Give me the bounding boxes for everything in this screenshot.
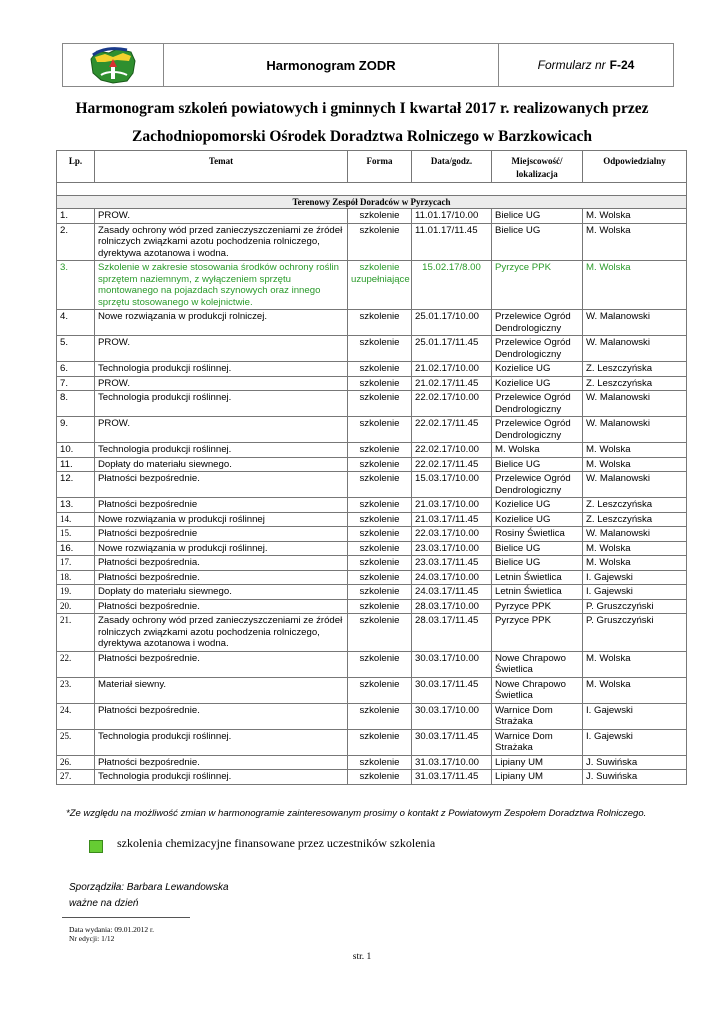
- row-responsible: W. Malanowski: [583, 527, 687, 542]
- row-topic: Technologia produkcji roślinnej.: [95, 443, 348, 458]
- prepared-by: Sporządziła: Barbara Lewandowska: [69, 882, 229, 893]
- row-responsible: M. Wolska: [583, 261, 687, 310]
- row-lp: 22.: [57, 651, 95, 677]
- row-responsible: W. Malanowski: [583, 417, 687, 443]
- row-form: szkolenie: [348, 585, 412, 600]
- row-lp: 16.: [57, 541, 95, 556]
- blank-row: [57, 183, 687, 196]
- row-date: 22.02.17/10.00: [412, 443, 492, 458]
- col-header-data: Data/godz.: [412, 151, 492, 183]
- form-number-cell: [499, 44, 673, 86]
- form-number: F-24: [609, 58, 635, 72]
- row-topic: Płatności bezpośrednie: [95, 527, 348, 542]
- row-location: Bielice UG: [492, 457, 583, 472]
- row-responsible: P. Gruszczyński: [583, 614, 687, 652]
- row-lp: 25.: [57, 729, 95, 755]
- row-location: Warnice Dom Strażaka: [492, 703, 583, 729]
- row-lp: 11.: [57, 457, 95, 472]
- row-responsible: M. Wolska: [583, 457, 687, 472]
- row-location: M. Wolska: [492, 443, 583, 458]
- row-location: Kozielice UG: [492, 498, 583, 513]
- prepared-by-block: [69, 880, 229, 912]
- row-lp: 20.: [57, 599, 95, 614]
- table-row: [57, 472, 687, 498]
- document-header: [62, 43, 674, 87]
- table-row: [57, 585, 687, 600]
- row-location: Letnin Świetlica: [492, 585, 583, 600]
- schedule-table: [56, 150, 687, 785]
- row-lp: 21.: [57, 614, 95, 652]
- row-location: Przelewice Ogród Dendrologiczny: [492, 417, 583, 443]
- row-lp: 2.: [57, 223, 95, 261]
- row-topic: Zasady ochrony wód przed zanieczyszczeniami ze źródeł rolniczych związkami azotu pochodzenia rolniczego, dyrektywa azotanowa i wodna.: [95, 223, 348, 261]
- row-lp: 17.: [57, 556, 95, 571]
- table-row: [57, 770, 687, 785]
- table-row: [57, 614, 687, 652]
- header-title: Harmonogram ZODR: [164, 44, 499, 86]
- row-topic: Płatności bezpośrednie.: [95, 570, 348, 585]
- row-responsible: W. Malanowski: [583, 391, 687, 417]
- row-form: szkolenie: [348, 651, 412, 677]
- row-topic: Płatności bezpośrednie.: [95, 755, 348, 770]
- row-date: 30.03.17/10.00: [412, 703, 492, 729]
- row-date: 21.03.17/10.00: [412, 498, 492, 513]
- table-row: [57, 729, 687, 755]
- row-form: szkolenie: [348, 527, 412, 542]
- table-row: [57, 261, 687, 310]
- document-meta: [69, 925, 154, 943]
- row-topic: Technologia produkcji roślinnej.: [95, 391, 348, 417]
- row-location: Bielice UG: [492, 223, 583, 261]
- row-lp: 23.: [57, 677, 95, 703]
- row-date: 24.03.17/11.45: [412, 585, 492, 600]
- row-lp: 24.: [57, 703, 95, 729]
- row-form: szkolenie: [348, 729, 412, 755]
- row-topic: PROW.: [95, 209, 348, 224]
- main-title-line2: Zachodniopomorski Ośrodek Doradztwa Rolniczego w Barzkowicach: [132, 128, 592, 145]
- table-row: [57, 336, 687, 362]
- issue-date: Data wydania: 09.01.2012 r.: [69, 925, 154, 934]
- row-form: szkolenie: [348, 391, 412, 417]
- row-lp: 3.: [57, 261, 95, 310]
- table-row: [57, 599, 687, 614]
- row-responsible: I. Gajewski: [583, 729, 687, 755]
- row-form: szkolenie: [348, 570, 412, 585]
- section-row: [57, 196, 687, 209]
- row-topic: Technologia produkcji roślinnej.: [95, 770, 348, 785]
- table-row: [57, 677, 687, 703]
- row-location: Pyrzyce PPK: [492, 599, 583, 614]
- row-topic: Szkolenie w zakresie stosowania środków ochrony roślin sprzętem naziemnym, z wyłączeniem sprzętu montowanego na pojazdach szynowych oraz innego sprzętu stosowanego w kolejnictwie.: [95, 261, 348, 310]
- row-date: 22.02.17/11.45: [412, 417, 492, 443]
- row-location: Kozielice UG: [492, 512, 583, 527]
- section-title: Terenowy Zespół Doradców w Pyrzycach: [57, 196, 687, 209]
- row-lp: 15.: [57, 527, 95, 542]
- row-responsible: M. Wolska: [583, 556, 687, 571]
- table-row: [57, 703, 687, 729]
- row-lp: 12.: [57, 472, 95, 498]
- row-date: 22.02.17/11.45: [412, 457, 492, 472]
- row-responsible: Z. Leszczyńska: [583, 362, 687, 377]
- row-form: szkolenie: [348, 614, 412, 652]
- row-form: szkolenie: [348, 755, 412, 770]
- table-row: [57, 651, 687, 677]
- row-date: 30.03.17/11.45: [412, 729, 492, 755]
- legend-swatch: [89, 840, 103, 853]
- row-date: 22.03.17/10.00: [412, 527, 492, 542]
- table-row: [57, 362, 687, 377]
- row-date: 15.03.17/10.00: [412, 472, 492, 498]
- row-lp: 13.: [57, 498, 95, 513]
- table-row: [57, 443, 687, 458]
- row-date: 22.02.17/10.00: [412, 391, 492, 417]
- table-row: [57, 755, 687, 770]
- row-topic: Płatności bezpośrednie.: [95, 472, 348, 498]
- row-date: 23.03.17/11.45: [412, 556, 492, 571]
- row-form: szkolenie: [348, 376, 412, 391]
- row-location: Lipiany UM: [492, 755, 583, 770]
- row-location: Warnice Dom Strażaka: [492, 729, 583, 755]
- row-lp: 4.: [57, 310, 95, 336]
- row-date: 30.03.17/11.45: [412, 677, 492, 703]
- row-topic: Płatności bezpośrednie.: [95, 599, 348, 614]
- row-responsible: J. Suwińska: [583, 755, 687, 770]
- row-form: szkolenie: [348, 223, 412, 261]
- table-row: [57, 223, 687, 261]
- row-lp: 26.: [57, 755, 95, 770]
- table-row: [57, 310, 687, 336]
- row-form: szkolenie: [348, 336, 412, 362]
- table-row: [57, 556, 687, 571]
- legend-text: szkolenia chemizacyjne finansowane przez uczestników szkolenia: [117, 836, 436, 850]
- row-form: szkolenie: [348, 556, 412, 571]
- row-location: Pyrzyce PPK: [492, 261, 583, 310]
- row-location: Kozielice UG: [492, 362, 583, 377]
- row-lp: 14.: [57, 512, 95, 527]
- row-location: Przelewice Ogród Dendrologiczny: [492, 472, 583, 498]
- table-row: [57, 498, 687, 513]
- main-title-line1: Harmonogram szkoleń powiatowych i gminnych I kwartał 2017 r. realizowanych przez: [75, 100, 649, 117]
- row-topic: PROW.: [95, 417, 348, 443]
- row-form: szkolenie: [348, 417, 412, 443]
- table-row: [57, 541, 687, 556]
- row-lp: 9.: [57, 417, 95, 443]
- row-responsible: W. Malanowski: [583, 336, 687, 362]
- table-row: [57, 391, 687, 417]
- row-responsible: P. Gruszczyński: [583, 599, 687, 614]
- row-topic: Technologia produkcji roślinnej.: [95, 362, 348, 377]
- row-date: 28.03.17/11.45: [412, 614, 492, 652]
- row-form: szkolenie: [348, 677, 412, 703]
- row-form: szkolenie: [348, 472, 412, 498]
- row-lp: 1.: [57, 209, 95, 224]
- row-form: szkolenie: [348, 703, 412, 729]
- col-header-lp: Lp.: [57, 151, 95, 183]
- row-location: Nowe Chrapowo Świetlica: [492, 677, 583, 703]
- row-lp: 10.: [57, 443, 95, 458]
- row-topic: Płatności bezpośrednia.: [95, 556, 348, 571]
- table-row: [57, 376, 687, 391]
- row-form: szkolenie: [348, 457, 412, 472]
- table-row: [57, 417, 687, 443]
- col-header-miejsce: Miejscowość/ lokalizacja: [492, 151, 583, 183]
- row-responsible: M. Wolska: [583, 209, 687, 224]
- row-location: Przelewice Ogród Dendrologiczny: [492, 310, 583, 336]
- row-lp: 7.: [57, 376, 95, 391]
- row-location: Nowe Chrapowo Świetlica: [492, 651, 583, 677]
- row-location: Przelewice Ogród Dendrologiczny: [492, 336, 583, 362]
- row-form: szkolenie: [348, 443, 412, 458]
- page-number: str. 1: [352, 952, 372, 962]
- edition: Nr edycji: 1/12: [69, 934, 115, 943]
- row-location: Kozielice UG: [492, 376, 583, 391]
- row-responsible: I. Gajewski: [583, 703, 687, 729]
- row-location: Przelewice Ogród Dendrologiczny: [492, 391, 583, 417]
- row-date: 21.03.17/11.45: [412, 512, 492, 527]
- row-form: szkolenie: [348, 541, 412, 556]
- row-lp: 8.: [57, 391, 95, 417]
- row-topic: Nowe rozwiązania w produkcji roślinnej: [95, 512, 348, 527]
- row-date: 25.01.17/10.00: [412, 310, 492, 336]
- row-responsible: Z. Leszczyńska: [583, 498, 687, 513]
- row-topic: Nowe rozwiązania w produkcji rolniczej.: [95, 310, 348, 336]
- form-label: Formularz nr: [537, 58, 606, 72]
- row-date: 28.03.17/10.00: [412, 599, 492, 614]
- row-location: Pyrzyce PPK: [492, 614, 583, 652]
- row-location: Letnin Świetlica: [492, 570, 583, 585]
- row-topic: Dopłaty do materiału siewnego.: [95, 585, 348, 600]
- row-date: 15.02.17/8.00: [412, 261, 492, 310]
- row-form: szkolenie: [348, 599, 412, 614]
- table-row: [57, 570, 687, 585]
- row-responsible: M. Wolska: [583, 223, 687, 261]
- row-topic: Płatności bezpośrednie.: [95, 651, 348, 677]
- col-header-forma: Forma: [348, 151, 412, 183]
- row-date: 21.02.17/11.45: [412, 376, 492, 391]
- footnote: *Ze względu na możliwość zmian w harmonogramie zainteresowanym prosimy o kontakt z Powiatowym Zespołem Doradztwa Rolniczego.: [66, 808, 647, 819]
- row-responsible: M. Wolska: [583, 651, 687, 677]
- table-row: [57, 527, 687, 542]
- row-location: Bielice UG: [492, 209, 583, 224]
- row-form: szkolenie: [348, 770, 412, 785]
- row-responsible: M. Wolska: [583, 677, 687, 703]
- row-responsible: Z. Leszczyńska: [583, 376, 687, 391]
- row-date: 21.02.17/10.00: [412, 362, 492, 377]
- row-responsible: J. Suwińska: [583, 770, 687, 785]
- row-topic: Dopłaty do materiału siewnego.: [95, 457, 348, 472]
- row-form: szkolenie: [348, 310, 412, 336]
- row-responsible: M. Wolska: [583, 541, 687, 556]
- row-location: Bielice UG: [492, 541, 583, 556]
- row-topic: Płatności bezpośrednie.: [95, 703, 348, 729]
- row-form: szkolenie uzupełniające: [348, 261, 412, 310]
- footer-divider: [62, 917, 190, 918]
- row-date: 23.03.17/10.00: [412, 541, 492, 556]
- row-date: 31.03.17/10.00: [412, 755, 492, 770]
- row-date: 11.01.17/10.00: [412, 209, 492, 224]
- table-row: [57, 512, 687, 527]
- row-responsible: Z. Leszczyńska: [583, 512, 687, 527]
- row-date: 11.01.17/11.45: [412, 223, 492, 261]
- row-topic: Nowe rozwiązania w produkcji roślinnej.: [95, 541, 348, 556]
- row-lp: 19.: [57, 585, 95, 600]
- row-responsible: I. Gajewski: [583, 585, 687, 600]
- row-date: 25.01.17/11.45: [412, 336, 492, 362]
- valid-on: ważne na dzień: [69, 898, 139, 909]
- row-topic: Zasady ochrony wód przed zanieczyszczeniami ze źródeł rolniczych związkami azotu pochodzenia rolniczego, dyrektywa azotanowa i wodna.: [95, 614, 348, 652]
- row-topic: PROW.: [95, 336, 348, 362]
- row-form: szkolenie: [348, 512, 412, 527]
- table-row: [57, 457, 687, 472]
- row-date: 24.03.17/10.00: [412, 570, 492, 585]
- table-header-row: [57, 151, 687, 183]
- row-lp: 6.: [57, 362, 95, 377]
- col-header-odpowiedzialny: Odpowiedzialny: [583, 151, 687, 183]
- main-title: [40, 95, 684, 151]
- table-row: [57, 209, 687, 224]
- row-topic: Materiał siewny.: [95, 677, 348, 703]
- zodr-logo-icon: [87, 45, 139, 85]
- row-topic: Płatności bezpośrednie: [95, 498, 348, 513]
- row-responsible: W. Malanowski: [583, 310, 687, 336]
- row-date: 31.03.17/11.45: [412, 770, 492, 785]
- row-responsible: W. Malanowski: [583, 472, 687, 498]
- logo-cell: [63, 44, 164, 86]
- row-responsible: M. Wolska: [583, 443, 687, 458]
- row-topic: PROW.: [95, 376, 348, 391]
- row-form: szkolenie: [348, 498, 412, 513]
- row-form: szkolenie: [348, 362, 412, 377]
- row-responsible: I. Gajewski: [583, 570, 687, 585]
- row-location: Lipiany UM: [492, 770, 583, 785]
- row-date: 30.03.17/10.00: [412, 651, 492, 677]
- row-location: Rosiny Świetlica: [492, 527, 583, 542]
- col-header-temat: Temat: [95, 151, 348, 183]
- row-lp: 5.: [57, 336, 95, 362]
- row-lp: 18.: [57, 570, 95, 585]
- row-topic: Technologia produkcji roślinnej.: [95, 729, 348, 755]
- row-form: szkolenie: [348, 209, 412, 224]
- row-lp: 27.: [57, 770, 95, 785]
- row-location: Bielice UG: [492, 556, 583, 571]
